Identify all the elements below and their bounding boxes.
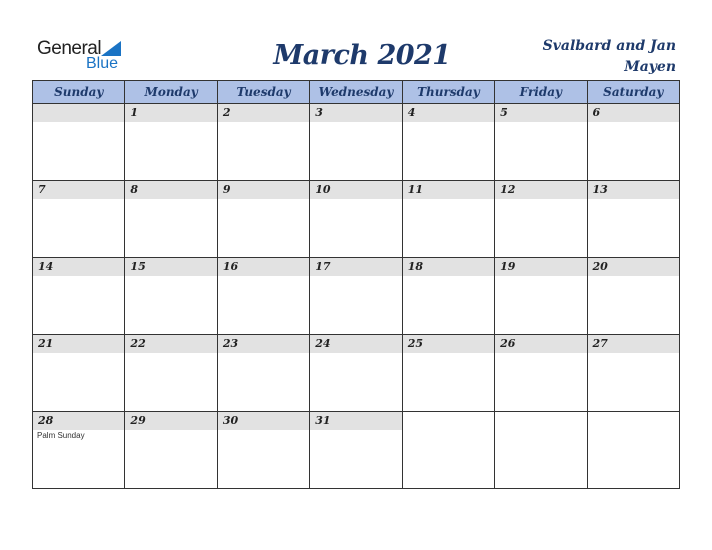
empty-day-cell [495,412,587,489]
weekday-friday: Friday [495,81,587,104]
day-cell [125,412,217,489]
day-number: 19 [495,258,586,276]
day-number: 1 [125,104,216,122]
day-cell [495,258,587,335]
week-row [33,412,680,489]
day-number: 4 [403,104,494,122]
day-number: 26 [495,335,586,353]
day-cell [310,412,402,489]
day-cell [33,181,125,258]
day-cell [587,335,679,412]
calendar-grid [32,80,680,489]
day-number: 24 [310,335,401,353]
day-number: 6 [588,104,679,122]
day-number: 25 [403,335,494,353]
day-number: 13 [588,181,679,199]
day-cell [495,181,587,258]
week-row [33,335,680,412]
weekday-monday: Monday [125,81,217,104]
day-cell [402,181,494,258]
logo-text-general: General [37,38,102,59]
empty-day-cell [402,412,494,489]
day-cell [587,181,679,258]
weekday-header-row [33,81,680,104]
day-cell [402,335,494,412]
day-cell [495,335,587,412]
day-cell [217,181,309,258]
empty-day-cell [587,412,679,489]
day-cell [217,335,309,412]
day-number: 28 [33,412,124,430]
day-cell [587,104,679,181]
day-number [403,412,494,430]
day-cell [33,258,125,335]
day-cell [310,258,402,335]
weekday-wednesday: Wednesday [310,81,402,104]
day-number: 21 [33,335,124,353]
day-cell [33,335,125,412]
day-number: 23 [218,335,309,353]
day-cell [310,335,402,412]
calendar-title: March 2021 [273,40,451,71]
week-row [33,181,680,258]
day-cell [310,104,402,181]
day-number: 11 [403,181,494,199]
day-number: 30 [218,412,309,430]
weekday-sunday: Sunday [33,81,125,104]
day-number: 17 [310,258,401,276]
weekday-saturday: Saturday [587,81,679,104]
day-cell [217,412,309,489]
day-number: 8 [125,181,216,199]
day-cell [125,181,217,258]
day-cell [402,104,494,181]
day-number: 14 [33,258,124,276]
weekday-tuesday: Tuesday [217,81,309,104]
day-number: 7 [33,181,124,199]
logo-text-blue: Blue [86,55,119,72]
day-number: 20 [588,258,679,276]
day-number: 31 [310,412,401,430]
day-cell [587,258,679,335]
day-cell [402,258,494,335]
day-number: 12 [495,181,586,199]
day-number: 3 [310,104,401,122]
week-row [33,104,680,181]
weekday-thursday: Thursday [402,81,494,104]
day-cell [125,335,217,412]
day-cell [217,104,309,181]
day-number: 15 [125,258,216,276]
day-number: 16 [218,258,309,276]
day-cell [495,104,587,181]
day-number: 2 [218,104,309,122]
holiday-label: Palm Sunday [37,431,85,440]
day-number: 27 [588,335,679,353]
day-number: 18 [403,258,494,276]
day-number [588,412,679,430]
day-number: 5 [495,104,586,122]
logo-flag-icon [101,41,121,56]
day-number: 22 [125,335,216,353]
empty-day-cell [33,104,125,181]
region-label: Svalbard and Jan Mayen [542,38,676,75]
day-cell [310,181,402,258]
day-number [495,412,586,430]
day-number: 9 [218,181,309,199]
day-cell [125,104,217,181]
week-row [33,258,680,335]
day-number [33,104,124,122]
day-cell [125,258,217,335]
generalblue-logo [37,38,127,74]
day-cell [217,258,309,335]
day-number: 10 [310,181,401,199]
day-number: 29 [125,412,216,430]
day-cell [33,412,125,489]
